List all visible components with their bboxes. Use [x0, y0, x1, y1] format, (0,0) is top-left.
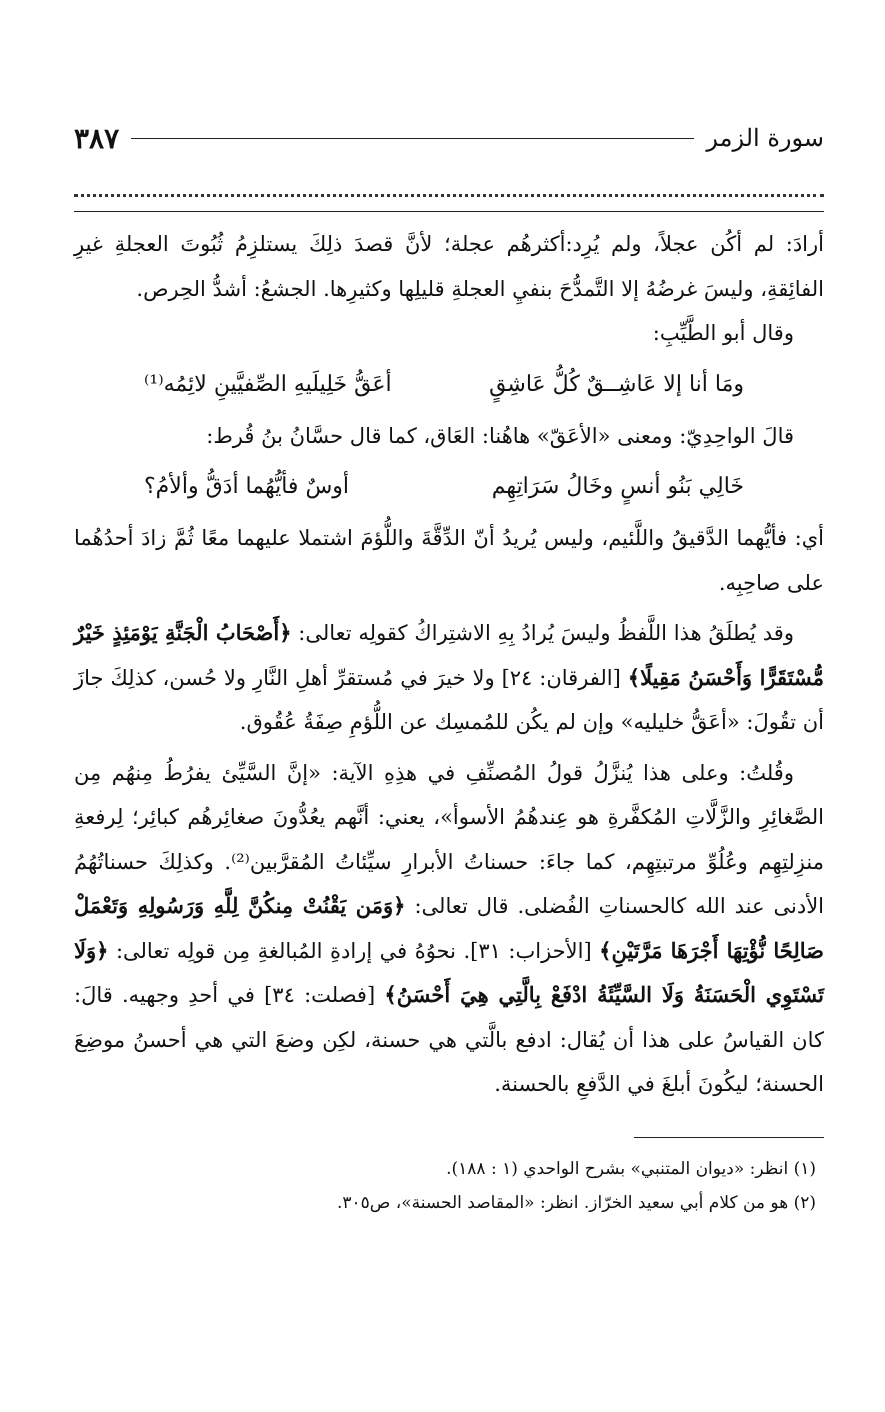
paragraph-5-text-b: [الفرقان: ٢٤] ولا خيرَ في مُستقرِّ أهلِ النَّارِ ولا حُسن، كذلِكَ جازَ أن تقُولَ: «أعَقُّ خليليه» وإن لم يكُن للمُمسِك عن اللُّؤمِ صِفَةُ عُقُوق.	[74, 665, 824, 734]
header-divider	[74, 211, 824, 212]
surah-title: سورة الزمر	[706, 124, 824, 152]
footnote-2: (٢) هو من كلام أبي سعيد الخرّاز. انظر: «المقاصد الحسنة»، ص٣٠٥.	[336, 1192, 816, 1213]
paragraph-6-text-c: [فصلت: ٣٤] في أحدِ وجهيه. قالَ: كان القياسُ على هذا أن يُقال: ادفع بالَّتي هي حسنة، لكِن وضعَ التي هي أحسنُ موضِعَ الحسنة؛ ليكُونَ أبلغَ في الدَّفعِ بالحسنة.	[74, 983, 824, 1096]
paragraph-4: أي: فأيُّهما الدَّقيقُ واللَّئيم، وليس يُريدُ أنّ الدِّقَّةَ واللُّؤمَ اشتملا عليهما معًا ثُمَّ زادَ أحدُهُما على صاحِبِه.	[74, 526, 824, 595]
quran-quote-fussilat: ﴿وَلَا تَسْتَوِي الْحَسَنَةُ وَلَا السَّيِّئَةُ ادْفَعْ بِالَّتِي هِيَ أَحْسَنُ﴾	[74, 937, 824, 1007]
poetry-verse-2	[74, 458, 824, 516]
paragraph-5-text-a: وقد يُطلَقُ هذا اللَّفظُ وليسَ يُرادُ بِهِ الاشتِراكُ كقولِه تعالى:	[291, 621, 794, 645]
verse-2-first-hemistich: خَالِي بَنُو أنسٍ وخَالُ سَرَاتِهِم	[491, 474, 744, 499]
verse-1-second-hemistich: أعَقُّ خَلِيلَيهِ الصِّفيَّينِ لائِمُه⁽¹⁾	[144, 371, 392, 397]
footnote-1: (١) انظر: «ديوان المتنبي» بشرح الواحدي (١ : ١٨٨).	[446, 1158, 816, 1179]
paragraph-2: وقال أبو الطَّيِّبِ:	[652, 321, 794, 345]
footnotes	[74, 1152, 824, 1220]
page-number: ٣٨٧	[74, 121, 120, 155]
quran-quote-ahzab: ﴿وَمَن يَقْنُتْ مِنكُنَّ لِلَّهِ وَرَسُولِهِ وَتَعْمَلْ صَالِحًا نُّؤْتِهَا أَجْرَهَا مَرَّتَيْنِ﴾	[74, 893, 824, 963]
verse-2-second-hemistich: أوسٌ فأيُّهُما أدَقُّ وألأمُ؟	[144, 474, 350, 499]
dotted-divider	[74, 194, 824, 197]
running-header	[74, 118, 824, 158]
poetry-verse-1	[74, 356, 824, 414]
paragraph-1: أرادَ: لم أكُن عجلاً، ولم يُرِد:أكثرهُم عجلة؛ لأنَّ قصدَ ذلِكَ يستلزِمُ ثُبُوتَ العجلةِ غيرِ الفائِقةِ، وليسَ غرضُهُ إلا التَّمدُّحَ بنفيِ العجلةِ قليلِها وكثيرِها. الجشعُ: أشدُّ الحِرص.	[74, 232, 824, 301]
book-page	[74, 118, 824, 1220]
header-rule	[131, 138, 694, 139]
paragraph-6-text-a: وقُلتُ: وعلى هذا يُنزَّلُ قولُ المُصنِّفِ في هذِهِ الآية: «إنَّ السَّيِّئ يفرُطُ مِنهُم مِن الصَّغائِرِ والزَّلَّاتِ المُكفَّرةِ هو عِندهُمُ الأسوأ»، يعني: أنَّهم يعُدُّونَ صغائِرهُم كبائِر؛ لِرفعةِ منزِلتِهِم وعُلُوِّ مرتبتِهِم، كما جاءَ: حسناتُ الأبرارِ سيِّئاتُ المُقرَّبين⁽²⁾. وكذلِكَ حسناتُهُمُ الأدنى عند الله كالحسناتِ الفُضلى. قال تعالى:	[74, 760, 825, 918]
paragraph-3: قالَ الواحِدِيّ: ومعنى «الأعَقّ» هاهُنا: العَاق، كما قال حسَّانُ بنُ قُرط:	[206, 423, 794, 448]
paragraph-6-text-b: [الأحزاب: ٣١]. نحوُهُ في إرادةِ المُبالغةِ مِن قولِه تعالى:	[108, 938, 600, 963]
paragraph-5	[74, 611, 824, 745]
main-text	[74, 222, 824, 1107]
quran-quote-furqan: ﴿أَصْحَابُ الْجَنَّةِ يَوْمَئِذٍ خَيْرٌ مُّسْتَقَرًّا وَأَحْسَنُ مَقِيلًا﴾	[74, 620, 824, 690]
footnote-rule	[634, 1137, 824, 1138]
paragraph-6	[74, 751, 824, 1107]
verse-1-first-hemistich: ومَا أنا إلا عَاشِــقٌ كُلُّ عَاشِقٍ	[489, 371, 744, 397]
